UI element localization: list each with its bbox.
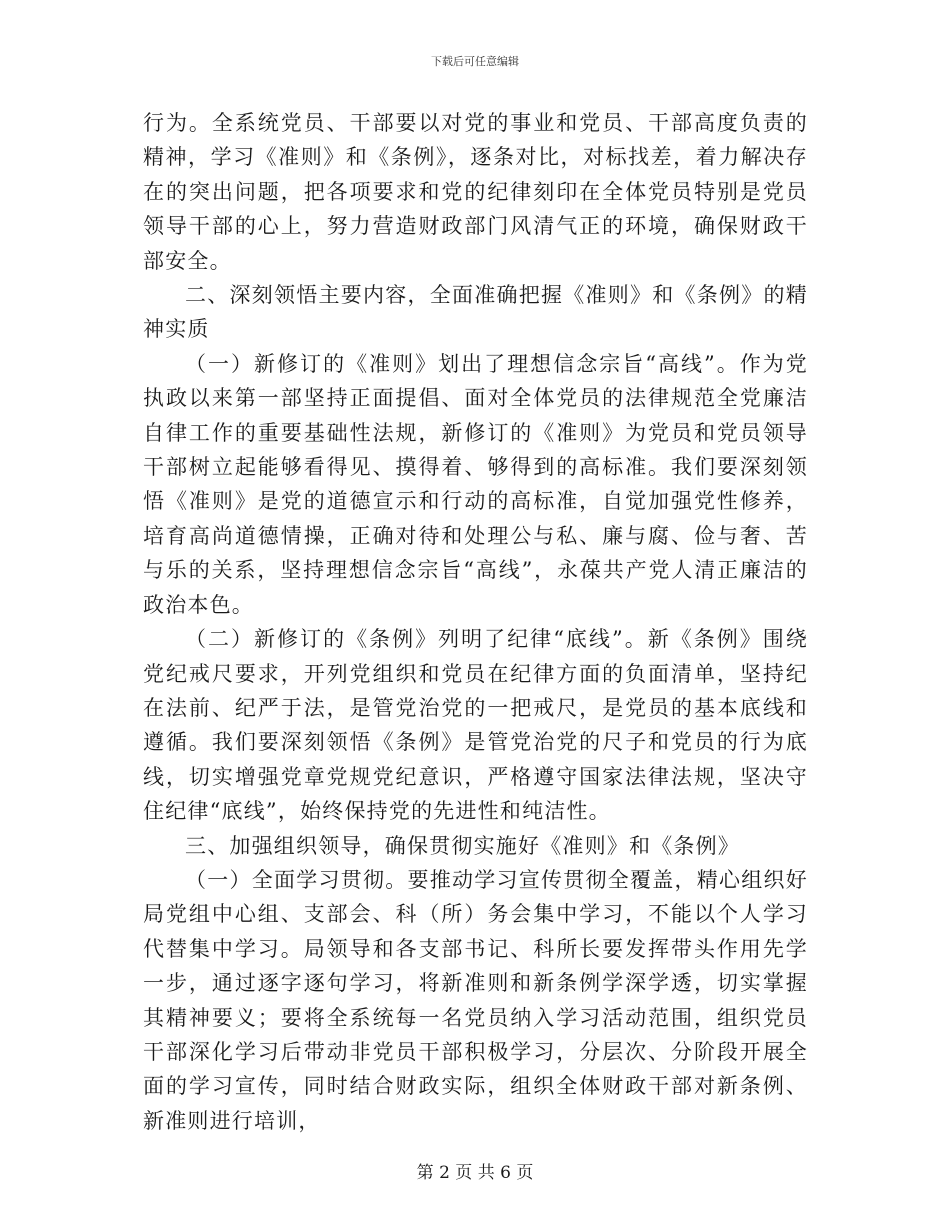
paragraph-1: 行为。全系统党员、干部要以对党的事业和党员、干部高度负责的精神，学习《准则》和《条例》，逐条对比，对标找差，着力解决存在的突出问题，把各项要求和党的纪律刻印在全体党员特别是党员领导干部的心上，努力营造财政部门风清气正的环境，确保财政干部安全。 (143, 111, 808, 273)
page-number-footer: 第 2 页 共 6 页 (416, 1163, 534, 1183)
section-heading-3: 三、加强组织领导，确保贯彻实施好《准则》和《条例》 (185, 833, 740, 858)
page-header-note: 下载后可任意编辑 (431, 55, 519, 68)
paragraph-study: （一）全面学习贯彻。要推动学习宣传贯彻全覆盖，精心组织好局党组中心组、支部会、科（所）务会集中学习，不能以个人学习代替集中学习。局领导和各支部书记、科所长要发挥带头作用先学一步，通过逐字逐句学习，将新准则和新条例学深学透，切实掌握其精神要义；要将全系统每一名党员纳入学习活动范围，组织党员干部深化学习后带动非党员干部积极学习，分层次、分阶段开展全面的学习宣传，同时结合财政实际，组织全体财政干部对新条例、新准则进行培训， (143, 867, 808, 1133)
paragraph-regulation: （二）新修订的《条例》列明了纪律“底线”。新《条例》围绕党纪戒尺要求，开列党组织和党员在纪律方面的负面清单，坚持纪在法前、纪严于法，是管党治党的一把戒尺，是党员的基本底线和遵循。我们要深刻领悟《条例》是管党治党的尺子和党员的行为底线，切实增强党章党规党纪意识，严格遵守国家法律法规，坚决守住纪律“底线”，始终保持党的先进性和纯洁性。 (143, 627, 808, 824)
document-body (143, 106, 808, 1138)
section-heading-2: 二、深刻领悟主要内容，全面准确把握《准则》和《条例》的精神实质 (143, 283, 808, 342)
paragraph-guideline: （一）新修订的《准则》划出了理想信念宗旨“高线”。作为党执政以来第一部坚持正面提倡、面对全体党员的法律规范全党廉洁自律工作的重要基础性法规，新修订的《准则》为党员和党员领导干部树立起能够看得见、摸得着、够得到的高标准。我们要深刻领悟《准则》是党的道德宣示和行动的高标准，自觉加强党性修养，培育高尚道德情操，正确对待和处理公与私、廉与腐、俭与奢、苦与乐的关系，坚持理想信念宗旨“高线”，永葆共产党人清正廉洁的政治本色。 (143, 351, 808, 617)
